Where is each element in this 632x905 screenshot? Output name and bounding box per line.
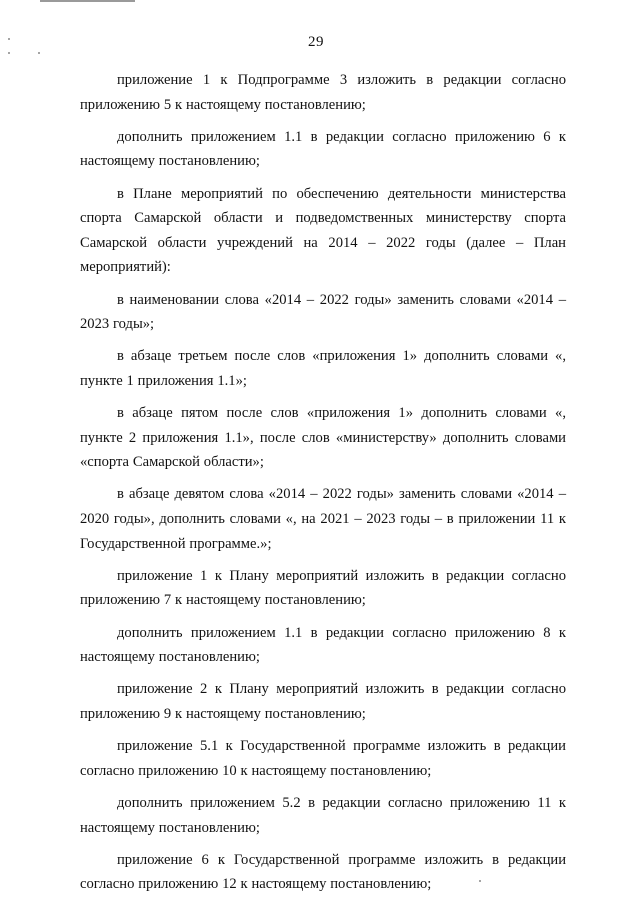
page-number: 29 xyxy=(308,34,324,50)
paragraph: в абзаце пятом после слов «приложения 1» дополнить словами «, пункте 2 приложения 1.1», после слов «министерству» дополнить словами «спорта Самарской области»; xyxy=(80,405,566,471)
paragraph: приложение 5.1 к Государственной программе изложить в редакции согласно приложению 10 к настоящему постановлению; xyxy=(80,738,566,779)
paragraph: в Плане мероприятий по обеспечению деятельности министерства спорта Самарской области и подведомственных министерству спорта Самарской области учреждений на 2014 – 2022 годы (далее – План мероприятий): xyxy=(80,185,566,276)
paragraph: дополнить приложением 1.1 в редакции согласно приложению 6 к настоящему постановлению; xyxy=(80,128,566,170)
paragraph: приложение 1 к Подпрограмме 3 изложить в редакции согласно приложению 5 к настоящему постановлению; xyxy=(80,72,566,113)
paragraph: приложение 6 к Государственной программе изложить в редакции согласно приложению 12 к настоящему постановлению; xyxy=(80,851,566,893)
scan-artifact-dot xyxy=(38,52,40,54)
paragraph: приложение 1 к Плану мероприятий изложить в редакции согласно приложению 7 к настоящему постановлению; xyxy=(80,567,566,609)
scan-artifact-dot xyxy=(8,52,10,54)
paragraph: дополнить приложением 5.2 в редакции согласно приложению 11 к настоящему постановлению; xyxy=(80,794,566,836)
paragraph: дополнить приложением 1.1 в редакции согласно приложению 8 к настоящему постановлению; xyxy=(80,624,566,666)
paragraph: в абзаце третьем после слов «приложения 1» дополнить словами «, пункте 1 приложения 1.1»; xyxy=(80,348,566,389)
paragraph: в абзаце девятом слова «2014 – 2022 годы» заменить словами «2014 – 2020 годы», дополнить словами «, на 2021 – 2023 годы – в приложении 11 к Государственной программе.»; xyxy=(80,486,566,552)
document-body xyxy=(80,68,566,905)
paragraph: приложение 2 к Плану мероприятий изложить в редакции согласно приложению 9 к настоящему постановлению; xyxy=(80,681,566,722)
paragraph: в наименовании слова «2014 – 2022 годы» заменить словами «2014 – 2023 годы»; xyxy=(80,291,566,333)
scan-artifact-line xyxy=(40,0,135,2)
